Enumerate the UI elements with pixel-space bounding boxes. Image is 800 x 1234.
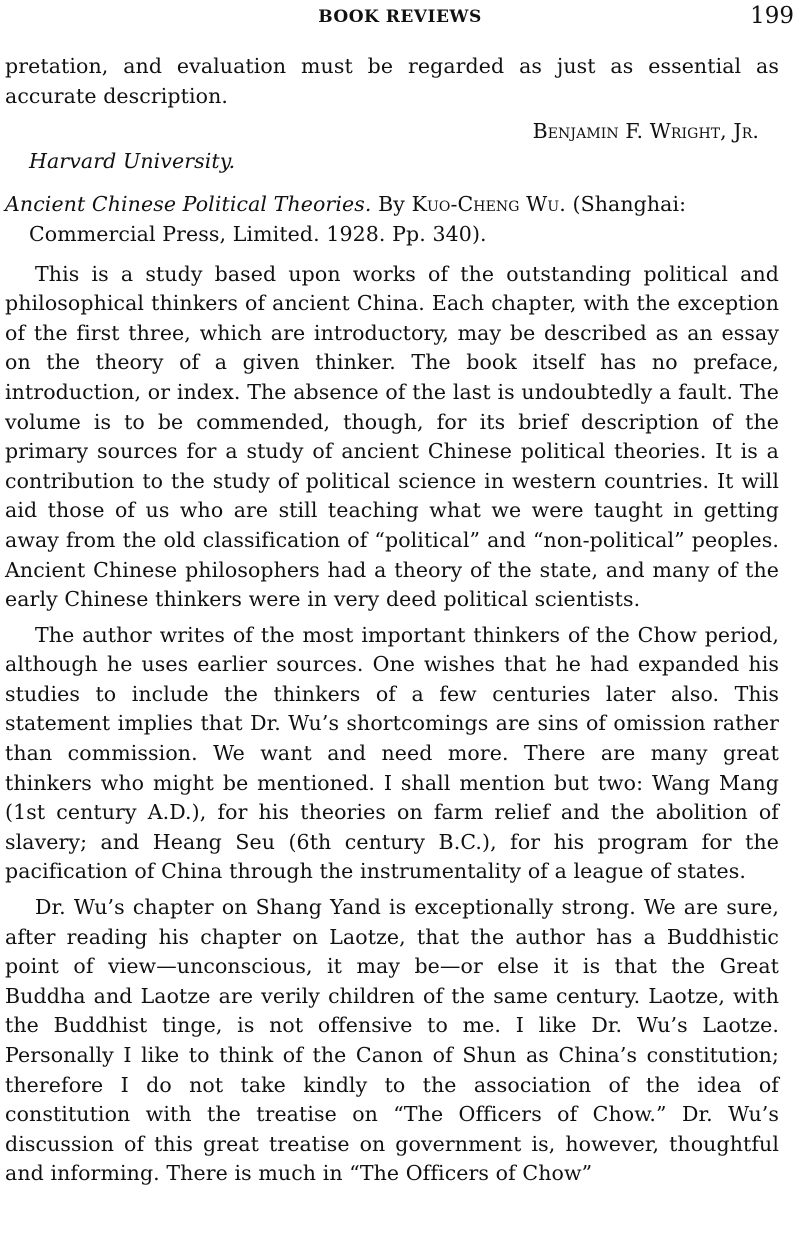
book-citation: [5, 190, 779, 249]
page-number: 199: [750, 3, 794, 29]
review-paragraph-2: The author writes of the most important thinkers of the Chow period, although he uses earlier sources. One wishes that he had expanded his studies to include the thinkers of a few centuries later also. This statement implies that Dr. Wu’s shortcomings are sins of omission rather than commission. We want and need more. There are many great thinkers who might be mentioned. I shall mention but two: Wang Mang (1st century A.D.), for his theories on farm relief and the abolition of slavery; and Heang Seu (6th century B.C.), for his program for the pacification of China through the instrumentality of a league of states.: [5, 622, 779, 884]
review-paragraph-3: Dr. Wu’s chapter on Shang Yand is exceptionally strong. We are sure, after reading his chapter on Laotze, that the author has a Buddhistic point of view—unconscious, it may be—or else it is that the Great Buddha and Laotze are verily children of the same century. Laotze, with the Buddhist tinge, is not offensive to me. I like Dr. Wu’s Laotze. Personally I like to think of the Canon of Shun as China’s constitution; therefore I do not take kindly to the association of the idea of constitution with the treatise on “The Officers of Chow.” Dr. Wu’s discussion of this great treatise on government is, however, thoughtful and informing. There is much in “The Officers of Chow”: [5, 895, 779, 1186]
review-paragraph-1: This is a study based upon works of the outstanding political and philosophical thinkers of ancient China. Each chapter, with the exception of the first three, which are introductory, may be described as an essay on the theory of a given thinker. The book itself has no preface, introduction, or index. The absence of the last is undoubtedly a fault. The volume is to be commended, though, for its brief description of the primary sources for a study of ancient Chinese political theories. It is a contribution to the study of political science in western countries. It will aid those of us who are still teaching what we were taught in getting away from the old classification of “political” and “non-political” peoples. Ancient Chinese philosophers had a theory of the state, and many of the early Chinese thinkers were in very deed political scientists.: [5, 261, 779, 612]
reviewer-name: Benjamin F. Wright, Jr.: [532, 119, 759, 144]
book-title: Ancient Chinese Political Theories.: [5, 192, 372, 217]
page-body: [5, 52, 779, 1189]
running-head: [4, 3, 796, 29]
book-author: Kuo-Cheng Wu.: [411, 192, 566, 217]
running-title: BOOK REVIEWS: [318, 7, 482, 27]
publication-details: (Shanghai: Commercial Press, Limited. 1928. Pp. 340).: [29, 192, 687, 246]
reviewer-affiliation: Harvard University.: [29, 148, 236, 173]
previous-review-closing-text: pretation, and evaluation must be regarded as just as essential as accurate description.: [5, 54, 779, 108]
citation-by: By: [378, 192, 405, 217]
